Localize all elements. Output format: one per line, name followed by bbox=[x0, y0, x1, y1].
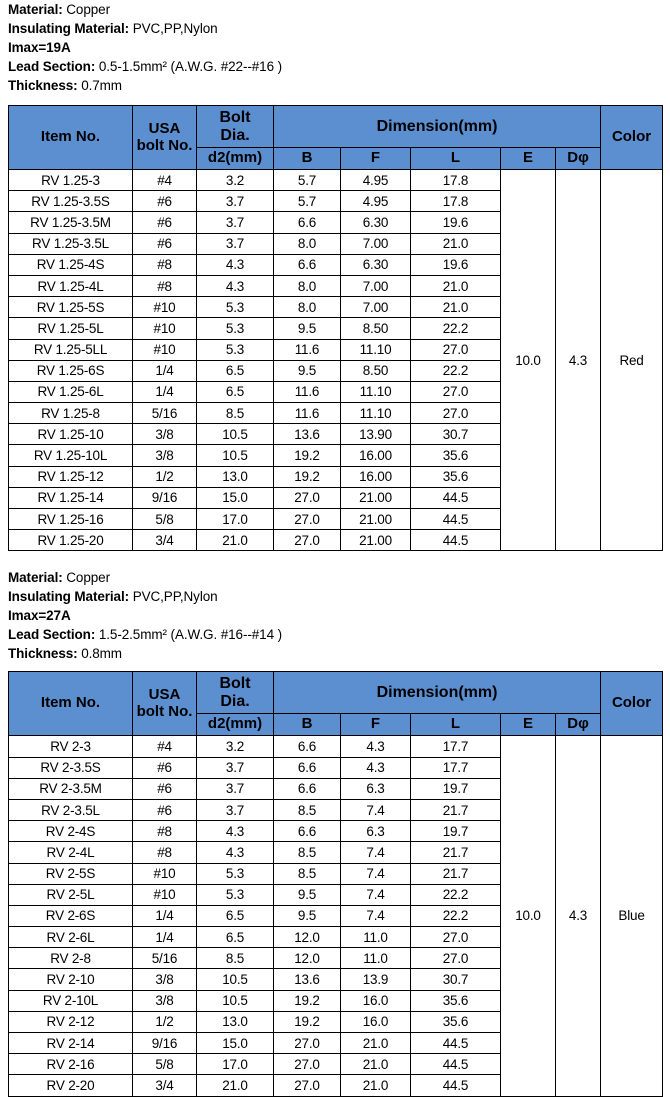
header-row-top bbox=[9, 672, 663, 714]
cell-dim-l: 44.5 bbox=[411, 1075, 501, 1096]
cell-item-no: RV 2-3.5M bbox=[9, 778, 133, 799]
cell-dim-b: 8.0 bbox=[274, 297, 341, 318]
cell-item-no: RV 2-3.5S bbox=[9, 757, 133, 778]
spec-material-line bbox=[8, 0, 670, 19]
cell-usa-bolt-no: 1/4 bbox=[133, 905, 197, 926]
spec-lead-section-label: Lead Section: bbox=[8, 59, 96, 74]
cell-dim-f: 16.0 bbox=[341, 1011, 411, 1032]
cell-dim-l: 22.2 bbox=[411, 318, 501, 339]
cell-dim-l: 17.8 bbox=[411, 170, 501, 191]
spec-thickness-line bbox=[8, 76, 670, 95]
cell-item-no: RV 1.25-6L bbox=[9, 381, 133, 402]
col-header-bolt-dia bbox=[197, 106, 274, 148]
cell-dim-l: 21.0 bbox=[411, 275, 501, 296]
cell-dim-b: 11.6 bbox=[274, 339, 341, 360]
cell-dim-l: 21.0 bbox=[411, 233, 501, 254]
cell-bolt-dia-d2: 3.2 bbox=[197, 736, 274, 757]
col-header-color: Color bbox=[601, 672, 663, 736]
col-header-l: L bbox=[411, 148, 501, 170]
cell-bolt-dia-d2: 4.3 bbox=[197, 821, 274, 842]
cell-item-no: RV 1.25-10L bbox=[9, 445, 133, 466]
cell-dim-f: 21.0 bbox=[341, 1075, 411, 1096]
cell-usa-bolt-no: #10 bbox=[133, 863, 197, 884]
cell-dim-l: 21.7 bbox=[411, 799, 501, 820]
cell-bolt-dia-d2: 8.5 bbox=[197, 948, 274, 969]
cell-dim-l: 27.0 bbox=[411, 381, 501, 402]
cell-dim-l: 27.0 bbox=[411, 403, 501, 424]
cell-bolt-dia-d2: 13.0 bbox=[197, 466, 274, 487]
cell-dim-b: 27.0 bbox=[274, 530, 341, 551]
cell-bolt-dia-d2: 5.3 bbox=[197, 318, 274, 339]
cell-dim-l: 35.6 bbox=[411, 445, 501, 466]
cell-dim-l: 19.6 bbox=[411, 212, 501, 233]
cell-color-swatch: Blue bbox=[601, 736, 663, 1096]
col-header-d2: d2(mm) bbox=[197, 714, 274, 736]
cell-dim-f: 6.30 bbox=[341, 212, 411, 233]
cell-dim-f: 11.10 bbox=[341, 381, 411, 402]
bolt-line1: Bolt bbox=[219, 108, 251, 126]
spec-block-section1 bbox=[0, 0, 670, 95]
cell-dim-f: 6.3 bbox=[341, 821, 411, 842]
spec-block-section2 bbox=[0, 568, 670, 663]
cell-item-no: RV 1.25-3.5S bbox=[9, 191, 133, 212]
spacer bbox=[0, 663, 670, 671]
cell-dim-f: 21.0 bbox=[341, 1033, 411, 1054]
cell-usa-bolt-no: 3/8 bbox=[133, 424, 197, 445]
cell-dim-b: 11.6 bbox=[274, 381, 341, 402]
spec-lead-section-label: Lead Section: bbox=[8, 627, 96, 643]
spec-material-value: Copper bbox=[66, 570, 110, 586]
spec-table-blue bbox=[8, 671, 663, 1096]
cell-dim-f: 21.00 bbox=[341, 509, 411, 530]
cell-item-no: RV 1.25-3.5L bbox=[9, 233, 133, 254]
col-header-d2: d2(mm) bbox=[197, 148, 274, 170]
cell-dim-l: 35.6 bbox=[411, 1011, 501, 1032]
cell-usa-bolt-no: 3/8 bbox=[133, 445, 197, 466]
cell-dim-l: 30.7 bbox=[411, 969, 501, 990]
spec-insulating-label: Insulating Material: bbox=[8, 21, 130, 36]
cell-dim-b: 6.6 bbox=[274, 778, 341, 799]
cell-dim-l: 17.7 bbox=[411, 757, 501, 778]
cell-dim-f: 16.0 bbox=[341, 990, 411, 1011]
cell-dim-f: 11.10 bbox=[341, 403, 411, 424]
cell-usa-bolt-no: 1/4 bbox=[133, 360, 197, 381]
cell-usa-bolt-no: #6 bbox=[133, 191, 197, 212]
cell-usa-bolt-no: #8 bbox=[133, 842, 197, 863]
cell-usa-bolt-no: #6 bbox=[133, 212, 197, 233]
cell-item-no: RV 2-12 bbox=[9, 1011, 133, 1032]
cell-usa-bolt-no: 3/4 bbox=[133, 1075, 197, 1096]
cell-item-no: RV 2-16 bbox=[9, 1054, 133, 1075]
cell-dim-f: 7.4 bbox=[341, 863, 411, 884]
cell-bolt-dia-d2: 4.3 bbox=[197, 254, 274, 275]
cell-item-no: RV 2-3 bbox=[9, 736, 133, 757]
spacer bbox=[0, 95, 670, 105]
cell-bolt-dia-d2: 10.5 bbox=[197, 969, 274, 990]
cell-usa-bolt-no: #10 bbox=[133, 318, 197, 339]
cell-usa-bolt-no: 5/8 bbox=[133, 509, 197, 530]
cell-dim-l: 27.0 bbox=[411, 339, 501, 360]
cell-usa-bolt-no: #10 bbox=[133, 884, 197, 905]
cell-color-swatch: Red bbox=[601, 170, 663, 551]
spec-insulating-value: PVC,PP,Nylon bbox=[132, 21, 218, 36]
cell-usa-bolt-no: 3/4 bbox=[133, 530, 197, 551]
cell-usa-bolt-no: #8 bbox=[133, 821, 197, 842]
spec-imax: Imax=27A bbox=[8, 608, 71, 624]
cell-dim-b: 6.6 bbox=[274, 736, 341, 757]
cell-item-no: RV 1.25-4L bbox=[9, 275, 133, 296]
spec-thickness-value: 0.7mm bbox=[81, 78, 122, 93]
cell-dim-b: 12.0 bbox=[274, 948, 341, 969]
cell-item-no: RV 1.25-16 bbox=[9, 509, 133, 530]
cell-dim-b: 11.6 bbox=[274, 403, 341, 424]
cell-dim-f: 4.3 bbox=[341, 757, 411, 778]
col-header-b: B bbox=[274, 148, 341, 170]
spec-lead-section-value: 1.5-2.5mm² (A.W.G. #16--#14 ) bbox=[98, 627, 283, 643]
cell-usa-bolt-no: 9/16 bbox=[133, 1033, 197, 1054]
cell-item-no: RV 2-3.5L bbox=[9, 799, 133, 820]
col-header-l: L bbox=[411, 714, 501, 736]
cell-item-no: RV 1.25-5LL bbox=[9, 339, 133, 360]
spec-insulating-value: PVC,PP,Nylon bbox=[132, 589, 218, 605]
cell-dim-b: 27.0 bbox=[274, 1075, 341, 1096]
cell-bolt-dia-d2: 4.3 bbox=[197, 275, 274, 296]
table-wrapper-section2 bbox=[0, 671, 670, 1096]
cell-dim-l: 44.5 bbox=[411, 487, 501, 508]
cell-dim-f: 11.0 bbox=[341, 948, 411, 969]
cell-dim-b: 8.5 bbox=[274, 799, 341, 820]
cell-bolt-dia-d2: 3.7 bbox=[197, 778, 274, 799]
spec-lead-section-line bbox=[8, 625, 670, 644]
col-header-item-no: Item No. bbox=[9, 106, 133, 170]
table-body-red bbox=[9, 170, 663, 551]
header-row-top bbox=[9, 106, 663, 148]
cell-usa-bolt-no: 5/16 bbox=[133, 948, 197, 969]
cell-usa-bolt-no: #4 bbox=[133, 170, 197, 191]
cell-usa-bolt-no: #8 bbox=[133, 254, 197, 275]
cell-item-no: RV 2-5S bbox=[9, 863, 133, 884]
col-header-dphi: Dφ bbox=[556, 148, 601, 170]
cell-dim-f: 8.50 bbox=[341, 318, 411, 339]
cell-bolt-dia-d2: 15.0 bbox=[197, 487, 274, 508]
cell-bolt-dia-d2: 17.0 bbox=[197, 1054, 274, 1075]
spec-thickness-value: 0.8mm bbox=[81, 646, 122, 662]
table-row bbox=[9, 170, 663, 191]
col-header-item-no: Item No. bbox=[9, 672, 133, 736]
cell-bolt-dia-d2: 6.5 bbox=[197, 927, 274, 948]
cell-bolt-dia-d2: 5.3 bbox=[197, 339, 274, 360]
cell-dim-b: 27.0 bbox=[274, 1054, 341, 1075]
cell-dim-b: 19.2 bbox=[274, 466, 341, 487]
col-header-f: F bbox=[341, 714, 411, 736]
col-header-dphi: Dφ bbox=[556, 714, 601, 736]
cell-bolt-dia-d2: 10.5 bbox=[197, 424, 274, 445]
cell-usa-bolt-no: 1/4 bbox=[133, 927, 197, 948]
cell-dim-b: 13.6 bbox=[274, 969, 341, 990]
cell-dim-l: 17.7 bbox=[411, 736, 501, 757]
cell-usa-bolt-no: 9/16 bbox=[133, 487, 197, 508]
cell-bolt-dia-d2: 4.3 bbox=[197, 842, 274, 863]
cell-item-no: RV 1.25-6S bbox=[9, 360, 133, 381]
bolt-line1: Bolt bbox=[219, 674, 251, 692]
cell-dim-f: 7.4 bbox=[341, 905, 411, 926]
usa-line2: bolt No. bbox=[136, 702, 193, 720]
col-header-usa-bolt-no bbox=[133, 672, 197, 736]
cell-usa-bolt-no: #4 bbox=[133, 736, 197, 757]
cell-dim-f: 11.10 bbox=[341, 339, 411, 360]
cell-dim-f: 7.00 bbox=[341, 275, 411, 296]
cell-usa-bolt-no: #6 bbox=[133, 778, 197, 799]
cell-dim-b: 9.5 bbox=[274, 905, 341, 926]
cell-item-no: RV 2-6L bbox=[9, 927, 133, 948]
cell-dim-l: 21.7 bbox=[411, 863, 501, 884]
spec-material-line bbox=[8, 568, 670, 587]
cell-dim-e: 10.0 bbox=[501, 736, 556, 1096]
cell-dim-f: 21.00 bbox=[341, 487, 411, 508]
cell-dim-l: 22.2 bbox=[411, 360, 501, 381]
cell-dim-b: 9.5 bbox=[274, 360, 341, 381]
cell-item-no: RV 2-10L bbox=[9, 990, 133, 1011]
cell-dim-l: 19.7 bbox=[411, 821, 501, 842]
cell-dim-b: 6.6 bbox=[274, 821, 341, 842]
spec-thickness-label: Thickness: bbox=[8, 646, 78, 662]
cell-dim-f: 4.3 bbox=[341, 736, 411, 757]
cell-bolt-dia-d2: 21.0 bbox=[197, 1075, 274, 1096]
cell-dim-f: 16.00 bbox=[341, 466, 411, 487]
cell-dim-b: 8.0 bbox=[274, 233, 341, 254]
cell-item-no: RV 1.25-8 bbox=[9, 403, 133, 424]
cell-dim-b: 8.5 bbox=[274, 863, 341, 884]
cell-dim-f: 21.0 bbox=[341, 1054, 411, 1075]
cell-dim-f: 13.90 bbox=[341, 424, 411, 445]
spacer bbox=[0, 551, 670, 568]
cell-item-no: RV 2-20 bbox=[9, 1075, 133, 1096]
cell-bolt-dia-d2: 3.7 bbox=[197, 757, 274, 778]
spec-insulating-label: Insulating Material: bbox=[8, 589, 130, 605]
cell-dim-l: 17.8 bbox=[411, 191, 501, 212]
col-header-dimension: Dimension(mm) bbox=[274, 106, 601, 148]
cell-dim-b: 9.5 bbox=[274, 884, 341, 905]
spec-material-value: Copper bbox=[66, 2, 110, 17]
cell-dim-l: 21.7 bbox=[411, 842, 501, 863]
col-header-bolt-dia bbox=[197, 672, 274, 714]
table-row bbox=[9, 736, 663, 757]
cell-bolt-dia-d2: 15.0 bbox=[197, 1033, 274, 1054]
cell-usa-bolt-no: #10 bbox=[133, 297, 197, 318]
cell-item-no: RV 2-8 bbox=[9, 948, 133, 969]
cell-bolt-dia-d2: 3.7 bbox=[197, 233, 274, 254]
cell-item-no: RV 1.25-3 bbox=[9, 170, 133, 191]
cell-dim-l: 44.5 bbox=[411, 1054, 501, 1075]
spec-lead-section-line bbox=[8, 57, 670, 76]
cell-dim-b: 5.7 bbox=[274, 191, 341, 212]
cell-usa-bolt-no: #6 bbox=[133, 757, 197, 778]
cell-bolt-dia-d2: 6.5 bbox=[197, 360, 274, 381]
spec-table-red bbox=[8, 105, 663, 551]
cell-item-no: RV 2-10 bbox=[9, 969, 133, 990]
cell-dim-b: 13.6 bbox=[274, 424, 341, 445]
cell-dim-f: 4.95 bbox=[341, 170, 411, 191]
cell-dim-b: 8.0 bbox=[274, 275, 341, 296]
cell-item-no: RV 2-4S bbox=[9, 821, 133, 842]
cell-dim-f: 13.9 bbox=[341, 969, 411, 990]
cell-dim-l: 44.5 bbox=[411, 1033, 501, 1054]
cell-bolt-dia-d2: 10.5 bbox=[197, 990, 274, 1011]
cell-usa-bolt-no: 5/8 bbox=[133, 1054, 197, 1075]
cell-bolt-dia-d2: 8.5 bbox=[197, 403, 274, 424]
cell-item-no: RV 1.25-14 bbox=[9, 487, 133, 508]
cell-dim-b: 19.2 bbox=[274, 1011, 341, 1032]
spec-imax: Imax=19A bbox=[8, 40, 71, 55]
cell-dim-dphi: 4.3 bbox=[556, 736, 601, 1096]
spec-material-label: Material: bbox=[8, 2, 63, 17]
cell-dim-dphi: 4.3 bbox=[556, 170, 601, 551]
cell-bolt-dia-d2: 3.7 bbox=[197, 191, 274, 212]
cell-item-no: RV 1.25-20 bbox=[9, 530, 133, 551]
cell-item-no: RV 2-4L bbox=[9, 842, 133, 863]
col-header-b: B bbox=[274, 714, 341, 736]
cell-bolt-dia-d2: 5.3 bbox=[197, 884, 274, 905]
cell-item-no: RV 2-14 bbox=[9, 1033, 133, 1054]
col-header-f: F bbox=[341, 148, 411, 170]
usa-line2: bolt No. bbox=[136, 136, 193, 154]
cell-dim-l: 19.7 bbox=[411, 778, 501, 799]
cell-usa-bolt-no: #10 bbox=[133, 339, 197, 360]
table-body-blue bbox=[9, 736, 663, 1096]
cell-bolt-dia-d2: 3.2 bbox=[197, 170, 274, 191]
cell-dim-f: 7.4 bbox=[341, 799, 411, 820]
cell-dim-f: 7.4 bbox=[341, 842, 411, 863]
cell-bolt-dia-d2: 3.7 bbox=[197, 799, 274, 820]
cell-bolt-dia-d2: 21.0 bbox=[197, 530, 274, 551]
col-header-usa-bolt-no bbox=[133, 106, 197, 170]
cell-bolt-dia-d2: 13.0 bbox=[197, 1011, 274, 1032]
cell-item-no: RV 2-5L bbox=[9, 884, 133, 905]
cell-dim-f: 7.00 bbox=[341, 233, 411, 254]
cell-dim-l: 22.2 bbox=[411, 884, 501, 905]
table-head bbox=[9, 106, 663, 170]
cell-dim-l: 21.0 bbox=[411, 297, 501, 318]
cell-dim-l: 35.6 bbox=[411, 990, 501, 1011]
cell-dim-l: 19.6 bbox=[411, 254, 501, 275]
cell-item-no: RV 2-6S bbox=[9, 905, 133, 926]
spec-insulating-line bbox=[8, 587, 670, 606]
cell-dim-l: 22.2 bbox=[411, 905, 501, 926]
spec-insulating-line bbox=[8, 19, 670, 38]
cell-dim-f: 6.3 bbox=[341, 778, 411, 799]
cell-usa-bolt-no: 3/8 bbox=[133, 990, 197, 1011]
cell-bolt-dia-d2: 5.3 bbox=[197, 297, 274, 318]
usa-line1: USA bbox=[148, 686, 181, 704]
cell-dim-b: 6.6 bbox=[274, 757, 341, 778]
cell-dim-e: 10.0 bbox=[501, 170, 556, 551]
cell-dim-l: 27.0 bbox=[411, 948, 501, 969]
cell-dim-l: 35.6 bbox=[411, 466, 501, 487]
cell-dim-b: 27.0 bbox=[274, 1033, 341, 1054]
cell-usa-bolt-no: 1/4 bbox=[133, 381, 197, 402]
cell-item-no: RV 1.25-3.5M bbox=[9, 212, 133, 233]
cell-dim-b: 8.5 bbox=[274, 842, 341, 863]
cell-bolt-dia-d2: 6.5 bbox=[197, 381, 274, 402]
cell-dim-l: 44.5 bbox=[411, 509, 501, 530]
cell-dim-f: 16.00 bbox=[341, 445, 411, 466]
cell-bolt-dia-d2: 3.7 bbox=[197, 212, 274, 233]
cell-dim-b: 27.0 bbox=[274, 487, 341, 508]
cell-dim-l: 27.0 bbox=[411, 927, 501, 948]
spec-material-label: Material: bbox=[8, 570, 63, 586]
cell-dim-b: 5.7 bbox=[274, 170, 341, 191]
cell-dim-b: 6.6 bbox=[274, 254, 341, 275]
col-header-color: Color bbox=[601, 106, 663, 170]
cell-dim-f: 4.95 bbox=[341, 191, 411, 212]
spec-thickness-label: Thickness: bbox=[8, 78, 78, 93]
cell-bolt-dia-d2: 17.0 bbox=[197, 509, 274, 530]
col-header-e: E bbox=[501, 148, 556, 170]
cell-dim-b: 12.0 bbox=[274, 927, 341, 948]
spec-lead-section-value: 0.5-1.5mm² (A.W.G. #22--#16 ) bbox=[98, 59, 283, 74]
cell-item-no: RV 1.25-5L bbox=[9, 318, 133, 339]
cell-usa-bolt-no: 5/16 bbox=[133, 403, 197, 424]
cell-item-no: RV 1.25-4S bbox=[9, 254, 133, 275]
cell-bolt-dia-d2: 5.3 bbox=[197, 863, 274, 884]
bolt-line2: Dia. bbox=[220, 126, 250, 144]
cell-dim-f: 6.30 bbox=[341, 254, 411, 275]
cell-dim-f: 11.0 bbox=[341, 927, 411, 948]
cell-item-no: RV 1.25-5S bbox=[9, 297, 133, 318]
cell-usa-bolt-no: 1/2 bbox=[133, 466, 197, 487]
cell-dim-f: 7.4 bbox=[341, 884, 411, 905]
col-header-e: E bbox=[501, 714, 556, 736]
table-head bbox=[9, 672, 663, 736]
spec-thickness-line bbox=[8, 644, 670, 663]
cell-dim-b: 19.2 bbox=[274, 990, 341, 1011]
cell-dim-b: 6.6 bbox=[274, 212, 341, 233]
cell-dim-l: 30.7 bbox=[411, 424, 501, 445]
usa-line1: USA bbox=[148, 119, 181, 137]
cell-usa-bolt-no: 1/2 bbox=[133, 1011, 197, 1032]
table-wrapper-section1 bbox=[0, 105, 670, 551]
cell-dim-b: 27.0 bbox=[274, 509, 341, 530]
bolt-line2: Dia. bbox=[220, 692, 250, 710]
cell-usa-bolt-no: #8 bbox=[133, 275, 197, 296]
cell-bolt-dia-d2: 10.5 bbox=[197, 445, 274, 466]
cell-dim-f: 21.00 bbox=[341, 530, 411, 551]
col-header-dimension: Dimension(mm) bbox=[274, 672, 601, 714]
cell-usa-bolt-no: 3/8 bbox=[133, 969, 197, 990]
cell-usa-bolt-no: #6 bbox=[133, 799, 197, 820]
cell-dim-b: 19.2 bbox=[274, 445, 341, 466]
cell-item-no: RV 1.25-10 bbox=[9, 424, 133, 445]
cell-dim-l: 44.5 bbox=[411, 530, 501, 551]
cell-dim-f: 7.00 bbox=[341, 297, 411, 318]
cell-dim-b: 9.5 bbox=[274, 318, 341, 339]
cell-dim-f: 8.50 bbox=[341, 360, 411, 381]
cell-usa-bolt-no: #6 bbox=[133, 233, 197, 254]
cell-item-no: RV 1.25-12 bbox=[9, 466, 133, 487]
cell-bolt-dia-d2: 6.5 bbox=[197, 905, 274, 926]
